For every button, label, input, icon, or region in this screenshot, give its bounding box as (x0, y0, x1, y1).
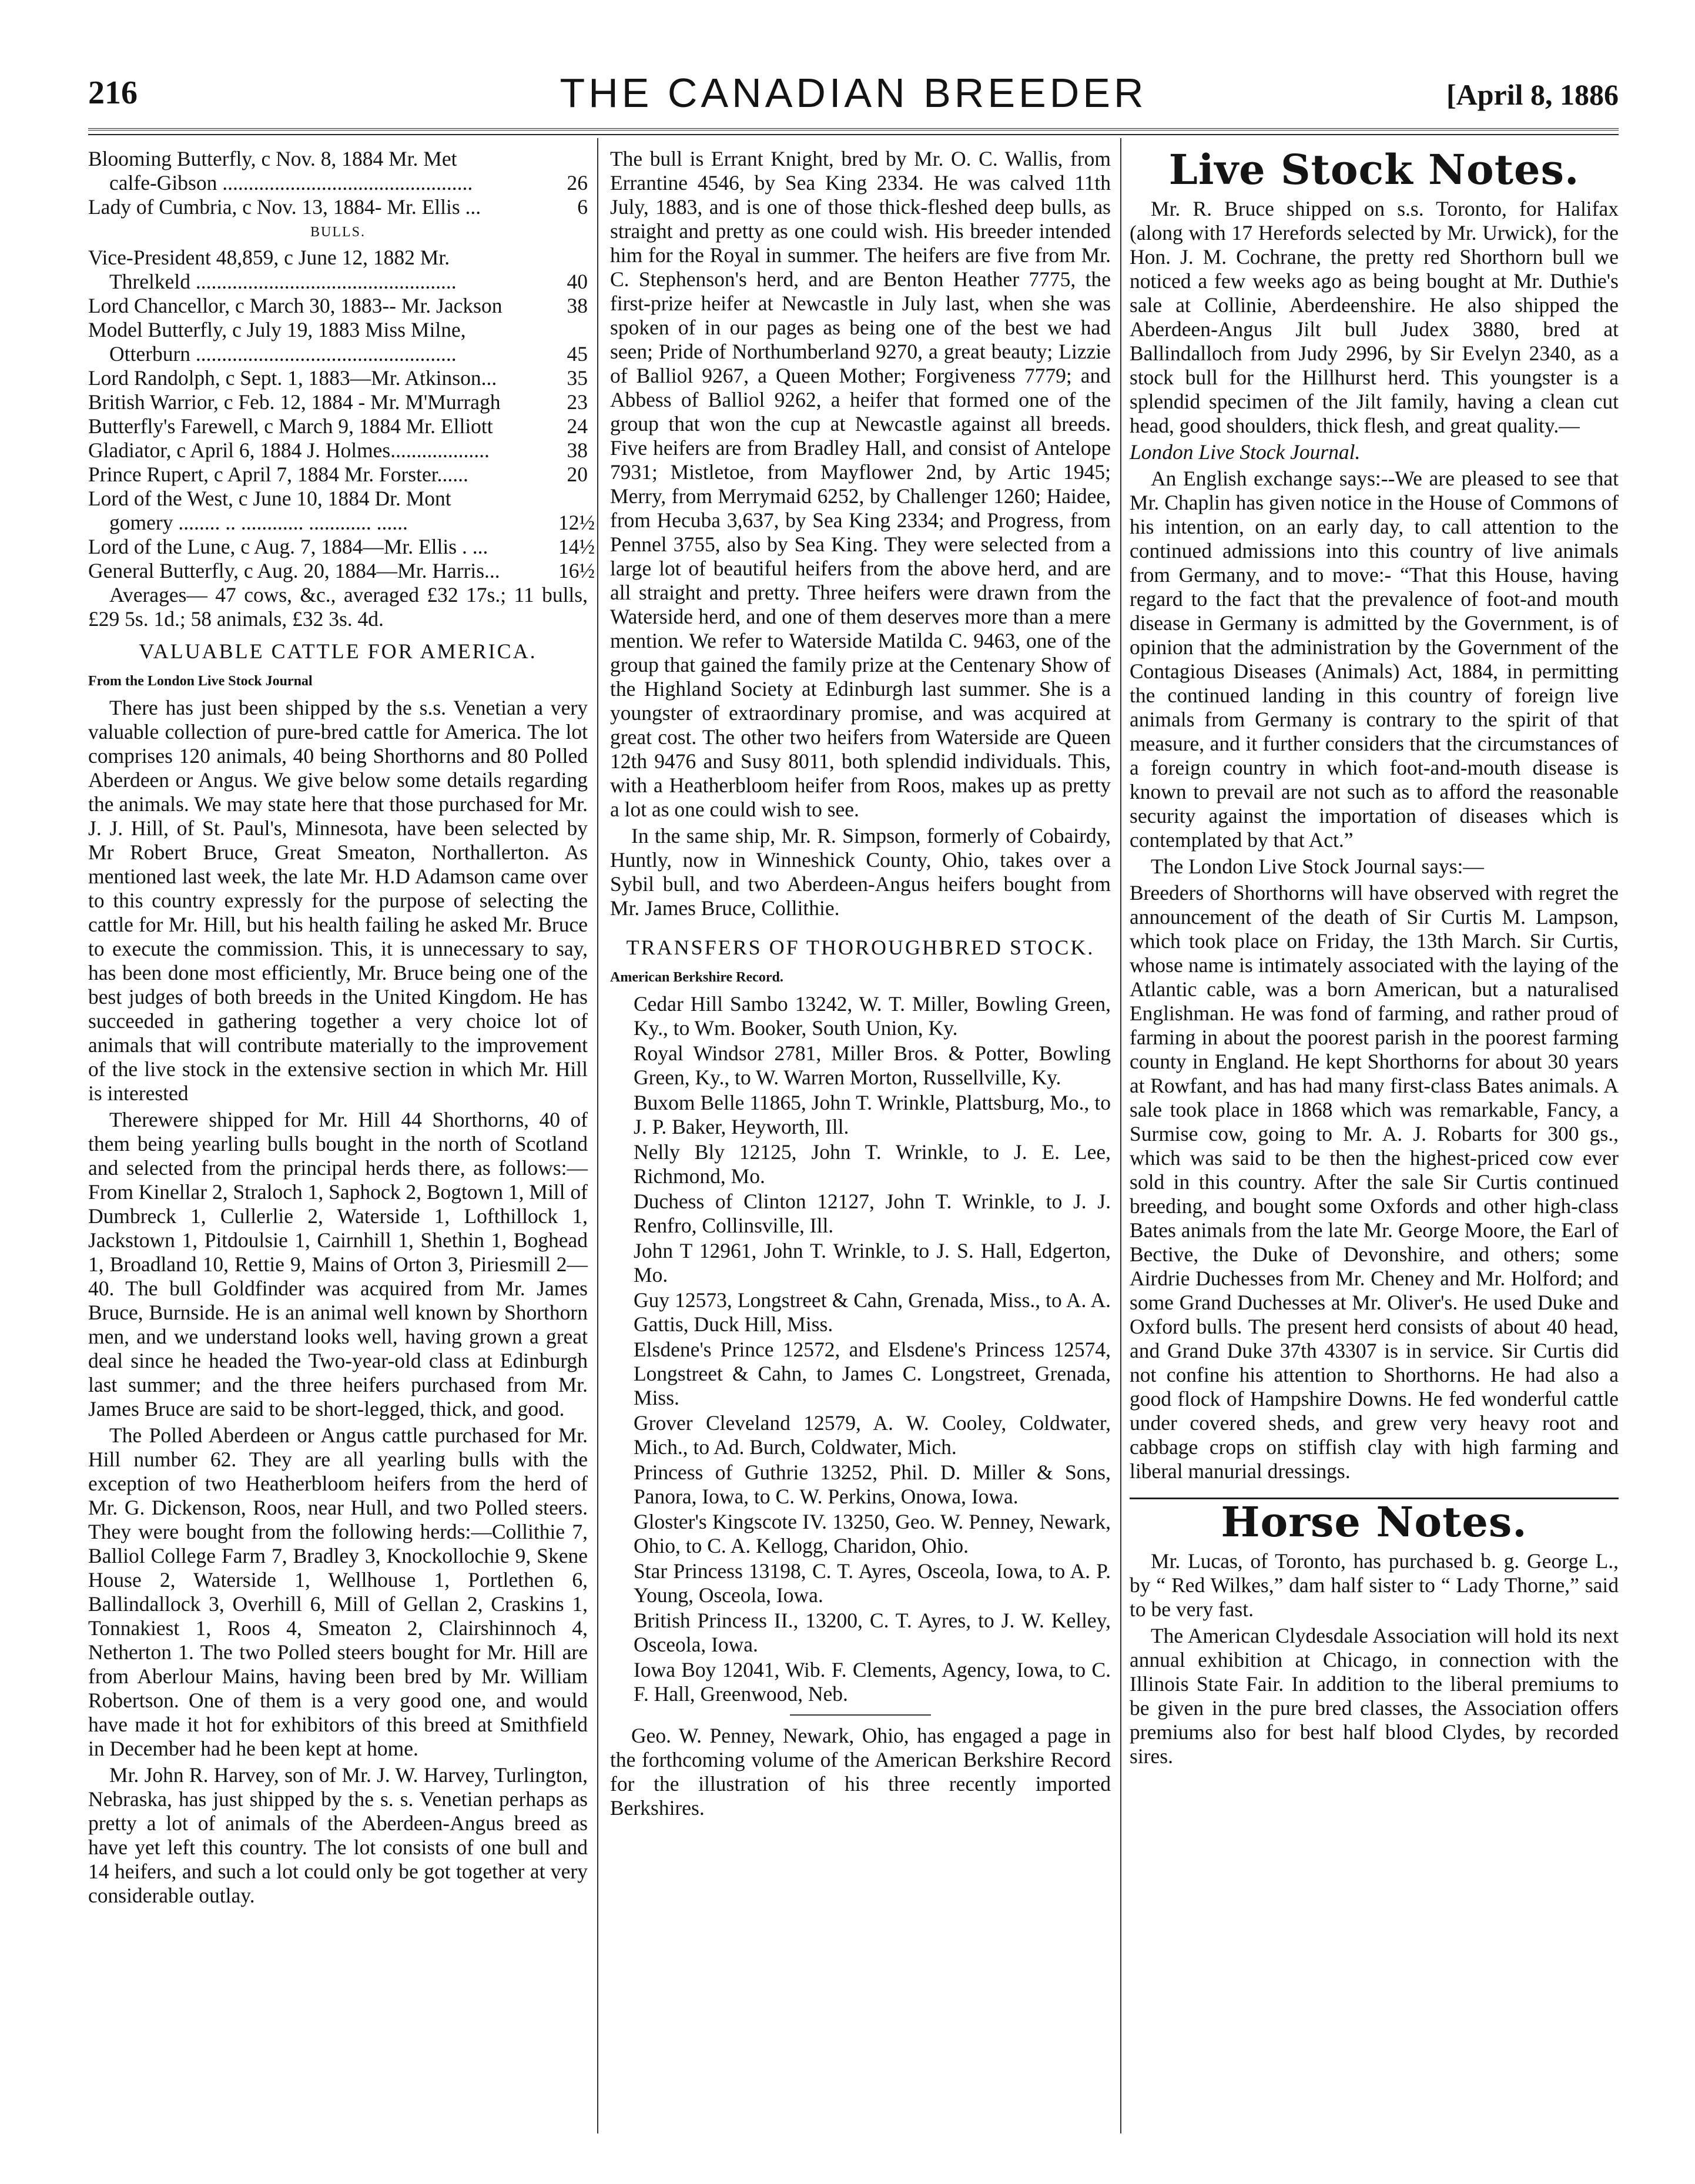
article-paragraph: The Polled Aberdeen or Angus cattle purchased for Mr. Hill number 62. They are all yearling bulls with the exception of two Heatherbloom heifers from the herd of Mr. G. Dickenson, Roos, near Hull, and two Polled steers. They were bought from the following herds:—Collithie 7, Balliol College Farm 7, Bradley 3, Knockollochie 9, Skene House 2, Waterside 1, Wellhouse 1, Portlethen 6, Ballindallock 3, Overhill 6, Mill of Gellan 2, Craskins 1, Tonnakiest 1, Roos 4, Smeaton 2, Clairshinnoch 4, Netherton 1. The two Polled steers bought for Mr. Hill are from Aberlour Mains, having been bred by Mr. William Robertson. One of them is a very good one, and would have made it hot for exhibitors of this breed at Smithfield in December had he been kept at home. (88, 1423, 588, 1760)
bull-row-value: 40 (567, 270, 588, 293)
article-paragraph: Breeders of Shorthorns will have observed with regret the announcement of the death of Sir Curtis M. Lampson, which took place on Friday, the 13th March. Sir Curtis, whose name is intimately associated with the laying of the Atlantic cable, was a born American, but a naturalised Englishman. He was fond of farming, and rather proud of farming in about the poorest parish in the poorest farming county in England. He kept Shorthorns for about 30 years at Rowfant, and has had many first-class Bates animals. A sale took place in 1868 which was remarkable, Fancy, a Surmise cow, going to Mr. A. J. Robarts for 300 gs., which was said to be then the highest-priced cow ever sold in this country. After the sale Sir Curtis continued breeding, and bought some Oxfords and other high-class Bates animals from the late Mr. George Moore, the Earl of Bective, the Duke of Devonshire, and others; some Airdrie Duchesses from Mr. Cheney and Mr. Holford; and some Grand Duchesses at Mr. Oliver's. He used Duke and Oxford bulls. The present herd consists of about 40 head, and Grand Duke 37th 43307 is in service. Sir Curtis did not confine his attention to Shorthorns. He had also a good flock of Hampshire Downs. He fed wonderful cattle under covered sheds, and grew very heavy root and cabbage crops on stiffish clay with high farming and liberal manurial dressings. (1130, 881, 1619, 1483)
sale-row-cont (88, 171, 588, 195)
bull-row-value: 35 (567, 366, 588, 390)
bull-row-name: Lord of the Lune, c Aug. 7, 1884—Mr. Ellis . ... (88, 535, 488, 558)
column-divider (1120, 138, 1121, 2133)
bull-row (88, 246, 588, 270)
article-paragraph: There has just been shipped by the s.s. Venetian a very valuable collection of pure-bred cattle for America. The lot comprises 120 animals, 40 being Shorthorns and 80 Polled Aberdeen or Angus. We give below some details regarding the animals. We may state here that those purchased for Mr. J. J. Hill, of St. Paul's, Minnesota, have been selected by Mr Robert Bruce, Great Smeaton, Northallerton. As mentioned last week, the late Mr. H.D Adamson came over to this country expressly for the purpose of selecting the cattle for Mr. Hill, but his health failing he asked Mr. Bruce to execute the commission. This, it is unnecessary to say, has been done most efficiently, Mr. Bruce being one of the best judges of both breeds in the United Kingdom. He has succeeded in gathering together a very choice lot of animals that will contribute materially to the improvement of the live stock in the extensive section in which Mr. Hill is interested (88, 696, 588, 1105)
bull-row (88, 390, 588, 414)
article-paragraph: Mr. John R. Harvey, son of Mr. J. W. Harvey, Turlington, Nebraska, has just shipped by the s. s. Venetian perhaps as pretty a lot of animals of the Aberdeen-Angus breed as have yet left this country. The lot consists of one bull and 14 heifers, and such a lot could only be got together at very considerable outlay. (88, 1763, 588, 1907)
transfer-entry: Star Princess 13198, C. T. Ayres, Osceola, Iowa, to A. P. Young, Osceola, Iowa. (634, 1559, 1111, 1607)
page-header (88, 69, 1619, 134)
transfer-entry: Buxom Belle 11865, John T. Wrinkle, Plattsburg, Mo., to J. P. Baker, Heyworth, Ill. (634, 1091, 1111, 1138)
bull-row-cont (88, 270, 588, 294)
article-paragraph: In the same ship, Mr. R. Simpson, formerly of Cobairdy, Huntly, now in Winneshick County, Ohio, takes over a Sybil bull, and two Aberdeen-Angus heifers bought from Mr. James Bruce, Collithie. (610, 824, 1111, 920)
transfer-entry: Princess of Guthrie 13252, Phil. D. Miller & Sons, Panora, Iowa, to C. W. Perkins, Onowa, Iowa. (634, 1461, 1111, 1508)
bull-row (88, 318, 588, 342)
transfer-entry: British Princess II., 13200, C. T. Ayres, to J. W. Kelley, Osceola, Iowa. (634, 1609, 1111, 1656)
column-2 (610, 147, 1111, 2145)
sale-row-value: 6 (577, 195, 588, 219)
live-stock-notes-heading: Live Stock Notes. (1168, 145, 1580, 194)
article-paragraph: The bull is Errant Knight, bred by Mr. O. C. Wallis, from Errantine 4546, by Sea King 2334. He was calved 11th July, 1883, and is one of those thick-fleshed deep bulls, as straight and pretty as one could wish. His breeder intended him for the Royal in summer. The heifers are five from Mr. C. Stephenson's herd, and are Benton Heather 7775, the first-prize heifer at Newcastle in July last, when she was spoken of in our pages as being one of the best we had seen; Pride of Northumberland 9270, a great beauty; Lizzie of Balliol 9267, a Queen Mother; Forgiveness 7779; and Abbess of Balliol 9262, a heifer that formed one of the group that won the cup at Newcastle against all breeds. Five heifers are from Bradley Hall, and consist of Antelope 7931; Mistletoe, from Mayflower 2nd, by Artic 1945; Merry, from Merrymaid 6252, by Challenger 1260; Haidee, from Hecuba 3,637, by Sea King 2334; and Progress, from Pennel 3755, also by Sea King. They were selected from a large lot of beautiful heifers from the above herd, and are all straight and pretty. Three heifers were drawn from the Waterside herd, and one of them deserves more than a mere mention. We refer to Waterside Matilda C. 9463, one of the group that gained the family prize at the Centenary Show of the Highland Society at Edinburgh last summer. She is a youngster of extraordinary promise, and was acquired at great cost. The other two heifers from Waterside are Queen 12th 9476 and Susy 8011, both splendid individuals. This, with a Heatherbloom heifer from Roos, makes up as pretty a lot as one could wish to see. (610, 147, 1111, 821)
bull-row (88, 463, 588, 487)
bull-row-name: Lord Randolph, c Sept. 1, 1883—Mr. Atkinson... (88, 366, 497, 390)
page-number: 216 (88, 75, 138, 111)
bull-row (88, 535, 595, 559)
article-paragraph: Therewere shipped for Mr. Hill 44 Shorthorns, 40 of them being yearling bulls bought in the north of Scotland and selected from the principal herds there, as follows:—From Kinellar 2, Straloch 1, Saphock 2, Bogtown 1, Mill of Dumbreck 1, Cullerlie 2, Waterside 1, Lofthillock 1, Jackstown 1, Pitdoulsie 1, Cairnhill 1, Shethin 1, Boghead 1, Broadland 10, Rettie 9, Mains of Orton 3, Piriesmill 2—40. The bull Goldfinder was acquired from Mr. James Bruce, Burnside. He is an animal well known by Shorthorn men, and we understand looks well, having grown a great deal since he headed the Two-year-old class at Edinburgh last summer; and the three heifers purchased from Mr. James Bruce are said to be short-legged, thick, and good. (88, 1108, 588, 1421)
transfers-heading: TRANSFERS OF THOROUGHBRED STOCK. (626, 936, 1095, 959)
bull-row-value: 23 (567, 390, 588, 414)
bull-row-value: 12½ (558, 511, 595, 534)
bull-row (88, 559, 595, 583)
bull-row-name: gomery ........ .. ............ ............ ...... (109, 511, 408, 534)
bull-row-name: Lord Chancellor, c March 30, 1883-- Mr. Jackson (88, 294, 503, 317)
transfers-list (610, 992, 1111, 1706)
sale-row-value: 26 (567, 171, 588, 195)
transfer-entry: Guy 12573, Longstreet & Cahn, Grenada, Miss., to A. A. Gattis, Duck Hill, Miss. (634, 1288, 1111, 1336)
article-lead: The London Live Stock Journal says:— (1151, 855, 1484, 878)
bull-row-name: Butterfly's Farewell, c March 9, 1884 Mr. Elliott (88, 414, 493, 438)
bull-row (88, 414, 588, 438)
transfer-entry: Iowa Boy 12041, Wib. F. Clements, Agency, Iowa, to C. F. Hall, Greenwood, Neb. (634, 1658, 1111, 1706)
sale-row-name: calfe-Gibson ................................................ (109, 171, 473, 195)
bull-row-value: 14½ (558, 535, 595, 558)
bull-row (88, 366, 588, 390)
column-3 (1130, 147, 1619, 2145)
bull-row-value: 45 (567, 342, 588, 366)
article-source: From the London Live Stock Journal (88, 674, 313, 689)
sale-row (88, 195, 588, 219)
bull-row-value: 38 (567, 294, 588, 317)
bulls-label: BULLS. (310, 225, 366, 240)
transfers-source: American Berkshire Record. (610, 970, 783, 985)
sale-row-name: Blooming Butterfly, c Nov. 8, 1884 Mr. Met (88, 147, 457, 170)
article-paragraph: Geo. W. Penney, Newark, Ohio, has engaged a page in the forthcoming volume of the American Berkshire Record for the illustration of his three recently imported Berkshires. (610, 1724, 1111, 1820)
bull-row-name: Model Butterfly, c July 19, 1883 Miss Milne, (88, 318, 466, 341)
bull-row-name: British Warrior, c Feb. 12, 1884 - Mr. M'Murragh (88, 390, 501, 414)
bull-row-name: General Butterfly, c Aug. 20, 1884—Mr. Harris... (88, 559, 500, 582)
transfer-entry: Duchess of Clinton 12127, John T. Wrinkle, to J. J. Renfro, Collinsville, Ill. (634, 1190, 1111, 1237)
bull-row-name: Vice-President 48,859, c June 12, 1882 Mr. (88, 246, 450, 269)
bull-row-name: Prince Rupert, c April 7, 1884 Mr. Forster...... (88, 463, 468, 486)
transfer-entry: Cedar Hill Sambo 13242, W. T. Miller, Bowling Green, Ky., to Wm. Booker, South Union, Ky. (634, 992, 1111, 1040)
bull-row-name: Lord of the West, c June 10, 1884 Dr. Mont (88, 487, 451, 510)
bull-row (88, 438, 588, 463)
bull-row (88, 294, 588, 318)
transfer-entry: Royal Windsor 2781, Miller Bros. & Potter, Bowling Green, Ky., to W. Warren Morton, Russellville, Ky. (634, 1041, 1111, 1089)
article-source: London Live Stock Journal. (1130, 440, 1361, 464)
transfer-entry: Elsdene's Prince 12572, and Elsdene's Princess 12574, Longstreet & Cahn, to James C. Longstreet, Grenada, Miss. (634, 1338, 1111, 1409)
sale-row-name: Lady of Cumbria, c Nov. 13, 1884- Mr. Ellis ... (88, 195, 481, 219)
horse-notes-heading: Horse Notes. (1221, 1498, 1527, 1546)
article-paragraph: Mr. Lucas, of Toronto, has purchased b. g. George L., by “ Red Wilkes,” dam half sister to “ Lady Thorne,” said to be very fast. (1130, 1549, 1619, 1621)
transfer-entry: John T 12961, John T. Wrinkle, to J. S. Hall, Edgerton, Mo. (634, 1239, 1111, 1287)
transfer-entry: Grover Cleveland 12579, A. W. Cooley, Coldwater, Mich., to Ad. Burch, Coldwater, Mich. (634, 1411, 1111, 1459)
bull-row-value: 16½ (558, 559, 595, 582)
bull-row-cont (88, 511, 595, 535)
column-1 (88, 147, 595, 2145)
issue-date: [April 8, 1886 (1446, 78, 1619, 111)
bull-row-name: Otterburn .................................................. (109, 342, 457, 366)
bull-row-name: Threlkeld .................................................. (109, 270, 457, 293)
bull-row-value: 24 (567, 414, 588, 438)
averages-text: Averages— 47 cows, &c., averaged £32 17s.; 11 bulls, £29 5s. 1d.; 58 animals, £32 3s. 4d. (88, 583, 588, 631)
article-paragraph: The American Clydesdale Association will hold its next annual exhibition at Chicago, in connection with the Illinois State Fair. In addition to the liberal premiums to be given in the pure bred classes, the Association offers premiums also for best half blood Clydes, by recorded sires. (1130, 1624, 1619, 1768)
article-paragraph: Mr. R. Bruce shipped on s.s. Toronto, for Halifax (along with 17 Herefords selected by Mr. Urwick), for the Hon. J. M. Cochrane, the pretty red Shorthorn bull we noticed a few weeks ago as being bought at Mr. Duthie's sale at Collinie, Aberdeenshire. He also shipped the Aberdeen-Angus Jilt bull Judex 3880, bred at Ballindalloch from Judy 2996, by Sir Evelyn 2340, as a stock bull for the Hillhurst herd. This youngster is a splendid specimen of the Jilt family, having a clean cut head, good shoulders, thick flesh, and great quality.— (1130, 197, 1619, 437)
transfer-entry: Nelly Bly 12125, John T. Wrinkle, to J. E. Lee, Richmond, Mo. (634, 1140, 1111, 1188)
header-rule (88, 128, 1619, 135)
section-rule (790, 1714, 931, 1716)
bull-row (88, 487, 588, 511)
bull-row-value: 38 (567, 438, 588, 462)
bull-row-name: Gladiator, c April 6, 1884 J. Holmes................... (88, 438, 490, 462)
article-heading: VALUABLE CATTLE FOR AMERICA. (139, 639, 537, 663)
column-divider (597, 138, 598, 2133)
article-paragraph: An English exchange says:--We are pleased to see that Mr. Chaplin has given notice in the House of Commons of his intention, on an early day, to call attention to the continued admissions into this country of live animals from Germany, and to move:- “That this House, having regard to the fact that the prevalence of foot-and mouth disease in Germany is admitted by the Government, is of opinion that the administration by the Government of the Contagious Diseases (Animals) Act, 1884, in permitting the continued landing in this country of foreign live animals from Germany is contrary to the spirit of that measure, and it further considers that the circumstances of a foreign country in which foot-and-mouth disease is known to prevail are not such as to afford the reasonable security against the importation of diseases which is contemplated by that Act.” (1130, 467, 1619, 852)
transfer-entry: Gloster's Kingscote IV. 13250, Geo. W. Penney, Newark, Ohio, to C. A. Kellogg, Charidon, Ohio. (634, 1510, 1111, 1557)
bull-row-value: 20 (567, 463, 588, 486)
sale-row (88, 147, 588, 171)
masthead-title: THE CANADIAN BREEDER (560, 70, 1147, 116)
sale-list (88, 147, 595, 583)
bull-row-cont (88, 342, 588, 366)
